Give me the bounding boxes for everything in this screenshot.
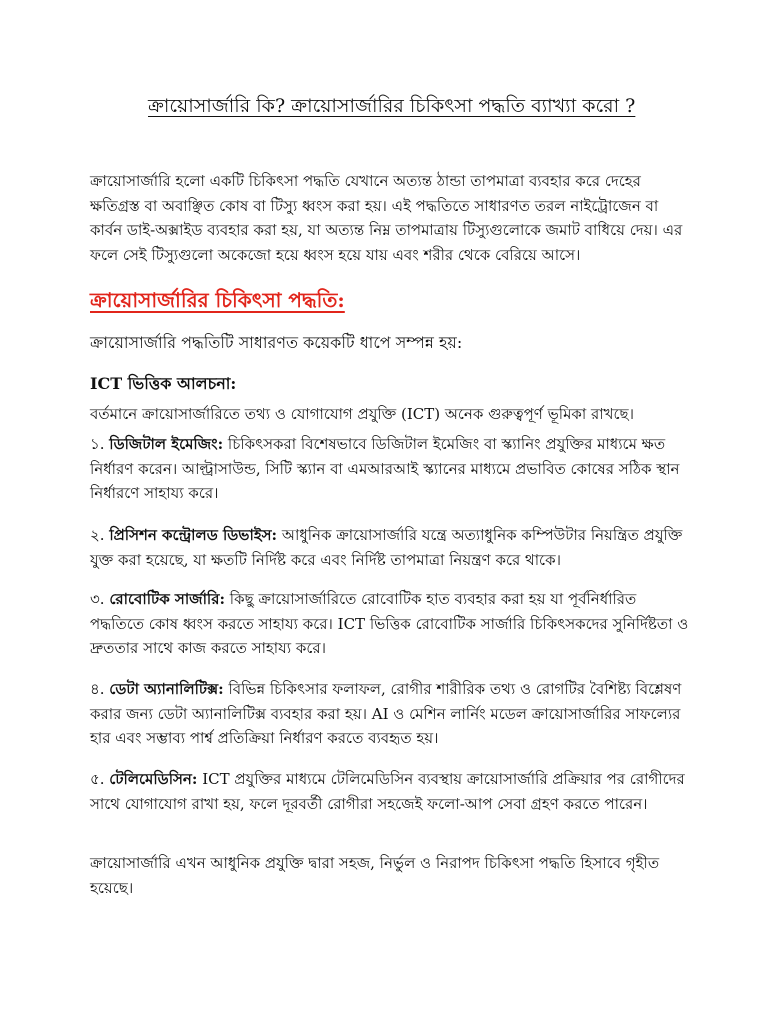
item-description: কিছু ক্রায়োসার্জারিতে রোবোটিক হাত ব্যবহার করা হয় যা পূর্বনির্ধারিত পদ্ধতিতে কোষ ধ্বংস করতে সাহায্য করে। ICT ভিত্তিক রোবোটিক সার্জারি চিকিৎসকদের সুনির্দিষ্টতা ও দ্রুততার সাথে কাজ করতে সাহায্য করে।	[90, 590, 689, 657]
list-item-robotic-surgery	[90, 587, 690, 661]
section-subtitle: ক্রায়োসার্জারি পদ্ধতিটি সাধারণত কয়েকটি ধাপে সম্পন্ন হয়:	[90, 333, 463, 352]
item-number: ৫.	[90, 770, 105, 788]
list-item-precision-devices	[90, 523, 690, 572]
item-number: ১.	[90, 435, 105, 453]
item-term: রোবোটিক সার্জারি:	[109, 590, 226, 608]
item-description: আধুনিক ক্রায়োসার্জারি যন্ত্রে অত্যাধুনিক কম্পিউটার নিয়ন্ত্রিত প্রযুক্তি যুক্ত করা হয়েছে, যা ক্ষতটি নির্দিষ্ট করে এবং নির্দিষ্ট তাপমাত্রা নিয়ন্ত্রণ করে থাকে।	[90, 526, 683, 569]
list-item-digital-imaging	[90, 432, 690, 506]
item-description: চিকিৎসকরা বিশেষভাবে ডিজিটাল ইমেজিং বা স্ক্যানিং প্রযুক্তির মাধ্যমে ক্ষত নির্ধারণ করেন। আল্ট্রাসাউন্ড, সিটি স্ক্যান বা এমআরআই স্ক্যানের মাধ্যমে প্রভাবিত কোষের সঠিক স্থান নির্ধারণে সাহায্য করে।	[90, 435, 680, 502]
item-term: টেলিমেডিসিন:	[109, 770, 198, 788]
item-number: ২.	[90, 526, 105, 544]
section-heading: ক্রায়োসার্জারির চিকিৎসা পদ্ধতি:	[90, 288, 345, 312]
item-term: ডিজিটাল ইমেজিং:	[109, 435, 224, 453]
item-number: ৩.	[90, 590, 105, 608]
item-description: ICT প্রযুক্তির মাধ্যমে টেলিমেডিসিন ব্যবস্থায় ক্রায়োসার্জারি প্রক্রিয়ার পর রোগীদের সাথে যোগাযোগ রাখা হয়, ফলে দূরবর্তী রোগীরা সহজেই ফলো-আপ সেবা গ্রহণ করতে পারেন।	[90, 770, 685, 813]
document-title: ক্রায়োসার্জারি কি? ক্রায়োসার্জারির চিকিৎসা পদ্ধতি ব্যাখ্যা করো ?	[148, 95, 636, 117]
item-number: ৪.	[90, 680, 105, 698]
item-description: বিভিন্ন চিকিৎসার ফলাফল, রোগীর শারীরিক তথ্য ও রোগটির বৈশিষ্ট্য বিশ্লেষণ করার জন্য ডেটা অ্যানালিটিক্স ব্যবহার করা হয়। AI ও মেশিন লার্নিং মডেল ক্রায়োসার্জারির সাফল্যের হার এবং সম্ভাব্য পার্শ্ব প্রতিক্রিয়া নির্ধারণ করতে ব্যবহৃত হয়।	[90, 680, 682, 747]
intro-paragraph: ক্রায়োসার্জারি হলো একটি চিকিৎসা পদ্ধতি যেখানে অত্যন্ত ঠান্ডা তাপমাত্রা ব্যবহার করে দেহের ক্ষতিগ্রস্ত বা অবাঞ্ছিত কোষ বা টিস্যু ধ্বংস করা হয়। এই পদ্ধতিতে সাধারণত তরল নাইট্রোজেন বা কার্বন ডাই-অক্সাইড ব্যবহার করা হয়, যা অত্যন্ত নিম্ন তাপমাত্রায় টিস্যুগুলোকে জমাট বাধিয়ে দেয়। এর ফলে সেই টিস্যুগুলো অকেজো হয়ে ধ্বংস হয়ে যায় এবং শরীর থেকে বেরিয়ে আসে।	[90, 172, 683, 264]
closing-paragraph: ক্রায়োসার্জারি এখন আধুনিক প্রযুক্তি দ্বারা সহজ, নির্ভুল ও নিরাপদ চিকিৎসা পদ্ধতি হিসাবে গৃহীত হয়েছে।	[90, 854, 660, 897]
list-item-data-analytics	[90, 677, 690, 751]
item-term: প্রিসিশন কন্ট্রোলড ডিভাইস:	[109, 526, 278, 544]
list-item-telemedicine	[90, 767, 690, 816]
item-term: ডেটা অ্যানালিটিক্স:	[109, 680, 224, 698]
ict-heading: ICT ভিত্তিক আলচনা:	[90, 374, 237, 393]
ict-intro-paragraph: বর্তমানে ক্রায়োসার্জারিতে তথ্য ও যোগাযোগ প্রযুক্তি (ICT) অনেক গুরুত্বপূর্ণ ভূমিকা রাখছে।	[90, 405, 634, 423]
